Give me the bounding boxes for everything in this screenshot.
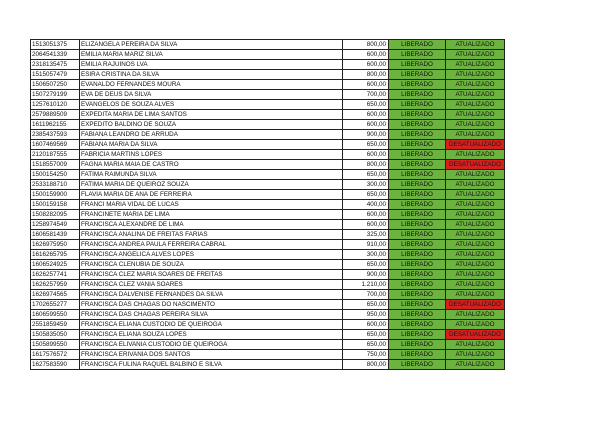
value-cell[interactable]: 900,00 <box>343 130 389 140</box>
table-row <box>31 320 505 330</box>
status-cell[interactable]: ATUALIZADO <box>446 310 505 320</box>
status-cell[interactable]: ATUALIZADO <box>446 360 505 370</box>
name-cell[interactable]: FRANCISCA ELIANA CUSTODIO DE QUEIROGA <box>80 320 343 330</box>
value-cell[interactable]: 300,00 <box>343 250 389 260</box>
table-row <box>31 360 505 370</box>
table-row <box>31 170 505 180</box>
value-cell[interactable]: 700,00 <box>343 90 389 100</box>
id-cell[interactable]: 1611962155 <box>31 120 80 130</box>
table-row <box>31 50 505 60</box>
value-cell[interactable]: 400,00 <box>343 200 389 210</box>
name-cell[interactable]: EMILIA MARIA MARIZ SILVA <box>80 50 343 60</box>
id-cell[interactable]: 1506507250 <box>31 80 80 90</box>
table-row <box>31 80 505 90</box>
liberado-cell[interactable]: LIBERADO <box>389 120 446 130</box>
name-cell[interactable]: FRANCISCA CLEZ VANIA SOARES <box>80 280 343 290</box>
value-cell[interactable]: 650,00 <box>343 170 389 180</box>
table-row <box>31 200 505 210</box>
status-cell[interactable]: ATUALIZADO <box>446 340 505 350</box>
name-cell[interactable]: FRANCISCA FULINA RAQUEL BALBINO E SILVA <box>80 360 343 370</box>
status-cell[interactable]: ATUALIZADO <box>446 180 505 190</box>
table-row <box>31 70 505 80</box>
status-cell[interactable]: ATUALIZADO <box>446 70 505 80</box>
value-cell[interactable]: 800,00 <box>343 360 389 370</box>
table-row <box>31 190 505 200</box>
liberado-cell[interactable]: LIBERADO <box>389 280 446 290</box>
liberado-cell[interactable]: LIBERADO <box>389 60 446 70</box>
table-row <box>31 180 505 190</box>
name-cell[interactable]: FRANCISCA DALVENISE FERNANDES DA SILVA <box>80 290 343 300</box>
spreadsheet-table <box>30 39 505 370</box>
id-cell[interactable]: 1258974549 <box>31 220 80 230</box>
status-cell[interactable]: ATUALIZADO <box>446 320 505 330</box>
id-cell[interactable]: 1607469569 <box>31 140 80 150</box>
id-cell[interactable]: 1606581439 <box>31 230 80 240</box>
value-cell[interactable]: 800,00 <box>343 70 389 80</box>
name-cell[interactable]: FATIMA MARIA DE QUEIROZ SOUZA <box>80 180 343 190</box>
id-cell[interactable]: 1513051375 <box>31 40 80 50</box>
name-cell[interactable]: FRANCI MARIA VIDAL DE LUCAS <box>80 200 343 210</box>
status-cell[interactable]: ATUALIZADO <box>446 60 505 70</box>
id-cell[interactable]: 1627583590 <box>31 360 80 370</box>
value-cell[interactable]: 325,00 <box>343 230 389 240</box>
id-cell[interactable]: 2579889509 <box>31 110 80 120</box>
name-cell[interactable]: FRANCISCA ERIVANIA DOS SANTOS <box>80 350 343 360</box>
liberado-cell[interactable]: LIBERADO <box>389 250 446 260</box>
id-cell[interactable]: 1500154250 <box>31 170 80 180</box>
value-cell[interactable]: 600,00 <box>343 60 389 70</box>
name-cell[interactable]: FRANCISCA DAS CHAGAS PEREIRA SILVA <box>80 310 343 320</box>
id-cell[interactable]: 1500159900 <box>31 190 80 200</box>
name-cell[interactable]: EVANALDO FERNANDES MOURA <box>80 80 343 90</box>
value-cell[interactable]: 650,00 <box>343 190 389 200</box>
status-cell[interactable]: ATUALIZADO <box>446 100 505 110</box>
value-cell[interactable]: 650,00 <box>343 330 389 340</box>
id-cell[interactable]: 1626975950 <box>31 240 80 250</box>
liberado-cell[interactable]: LIBERADO <box>389 130 446 140</box>
liberado-cell[interactable]: LIBERADO <box>389 270 446 280</box>
table-row <box>31 100 505 110</box>
status-cell[interactable]: ATUALIZADO <box>446 90 505 100</box>
liberado-cell[interactable]: LIBERADO <box>389 260 446 270</box>
value-cell[interactable]: 600,00 <box>343 220 389 230</box>
name-cell[interactable]: ELIZANGELA PEREIRA DA SILVA <box>80 40 343 50</box>
table-row <box>31 300 505 310</box>
id-cell[interactable]: 2385437593 <box>31 130 80 140</box>
status-cell[interactable]: ATUALIZADO <box>446 150 505 160</box>
name-cell[interactable]: FABIANA MARIA DA SILVA <box>80 140 343 150</box>
table-row <box>31 270 505 280</box>
status-cell[interactable]: DESATUALIZADO <box>446 140 505 150</box>
status-cell[interactable]: ATUALIZADO <box>446 260 505 270</box>
value-cell[interactable]: 750,00 <box>343 350 389 360</box>
name-cell[interactable]: FATIMA RAIMUNDA SILVA <box>80 170 343 180</box>
value-cell[interactable]: 650,00 <box>343 340 389 350</box>
id-cell[interactable]: 1505835050 <box>31 330 80 340</box>
liberado-cell[interactable]: LIBERADO <box>389 190 446 200</box>
name-cell[interactable]: FABIANA LEANDRO DE ARRUDA <box>80 130 343 140</box>
status-cell[interactable]: ATUALIZADO <box>446 40 505 50</box>
name-cell[interactable]: FABRICIA MARTINS LOPES <box>80 150 343 160</box>
id-cell[interactable]: 1257610120 <box>31 100 80 110</box>
value-cell[interactable]: 800,00 <box>343 160 389 170</box>
table-row <box>31 40 505 50</box>
table-row <box>31 260 505 270</box>
liberado-cell[interactable]: LIBERADO <box>389 50 446 60</box>
value-cell[interactable]: 700,00 <box>343 290 389 300</box>
status-cell[interactable]: ATUALIZADO <box>446 120 505 130</box>
id-cell[interactable]: 1606599550 <box>31 310 80 320</box>
name-cell[interactable]: FRANCISCA ANGELICA ALVES LOPES <box>80 250 343 260</box>
table-row <box>31 210 505 220</box>
status-cell[interactable]: ATUALIZADO <box>446 80 505 90</box>
name-cell[interactable]: FRANCISCA ELIVANIA CUSTODIO DE QUEIROGA <box>80 340 343 350</box>
table-row <box>31 220 505 230</box>
name-cell[interactable]: FRANCINETE MARIA DE LIMA <box>80 210 343 220</box>
name-cell[interactable]: EVA DE DEUS DA SILVA <box>80 90 343 100</box>
liberado-cell[interactable]: LIBERADO <box>389 160 446 170</box>
status-cell[interactable]: ATUALIZADO <box>446 280 505 290</box>
table-row <box>31 340 505 350</box>
value-cell[interactable]: 600,00 <box>343 110 389 120</box>
liberado-cell[interactable]: LIBERADO <box>389 360 446 370</box>
liberado-cell[interactable]: LIBERADO <box>389 40 446 50</box>
id-cell[interactable]: 1606524925 <box>31 260 80 270</box>
id-cell[interactable]: 1518557009 <box>31 160 80 170</box>
id-cell[interactable]: 1626257959 <box>31 280 80 290</box>
value-cell[interactable]: 1.210,00 <box>343 280 389 290</box>
status-cell[interactable]: ATUALIZADO <box>446 200 505 210</box>
value-cell[interactable]: 650,00 <box>343 100 389 110</box>
name-cell[interactable]: EXPEDITO BALDINO DE SOUZA <box>80 120 343 130</box>
name-cell[interactable]: FRANCISCA CLENUBIA DE SOUZA <box>80 260 343 270</box>
value-cell[interactable]: 910,00 <box>343 240 389 250</box>
name-cell[interactable]: FRANCISCA ANALINA DE FREITAS FARIAS <box>80 230 343 240</box>
liberado-cell[interactable]: LIBERADO <box>389 150 446 160</box>
liberado-cell[interactable]: LIBERADO <box>389 180 446 190</box>
value-cell[interactable]: 600,00 <box>343 80 389 90</box>
status-cell[interactable]: DESATUALIZADO <box>446 160 505 170</box>
status-cell[interactable]: ATUALIZADO <box>446 130 505 140</box>
value-cell[interactable]: 600,00 <box>343 120 389 130</box>
table-row <box>31 110 505 120</box>
table-row <box>31 120 505 130</box>
id-cell[interactable]: 2533188710 <box>31 180 80 190</box>
liberado-cell[interactable]: LIBERADO <box>389 200 446 210</box>
liberado-cell[interactable]: LIBERADO <box>389 210 446 220</box>
status-cell[interactable]: ATUALIZADO <box>446 170 505 180</box>
id-cell[interactable]: 1626974565 <box>31 290 80 300</box>
liberado-cell[interactable]: LIBERADO <box>389 320 446 330</box>
status-cell[interactable]: DESATUALIZADO <box>446 300 505 310</box>
name-cell[interactable]: FLAVIA MARIA DE ANA DE FERREIRA <box>80 190 343 200</box>
spreadsheet-body <box>31 40 505 370</box>
id-cell[interactable]: 1626257741 <box>31 270 80 280</box>
status-cell[interactable]: ATUALIZADO <box>446 190 505 200</box>
table-row <box>31 60 505 70</box>
status-cell[interactable]: ATUALIZADO <box>446 110 505 120</box>
id-cell[interactable]: 2551859459 <box>31 320 80 330</box>
name-cell[interactable]: FRANCISCA ANDREA PAULA FERREIRA CABRAL <box>80 240 343 250</box>
table-row <box>31 240 505 250</box>
id-cell[interactable]: 1616265795 <box>31 250 80 260</box>
table-row <box>31 330 505 340</box>
name-cell[interactable]: EXPEDITA MARIA DE LIMA SANTOS <box>80 110 343 120</box>
status-cell[interactable]: ATUALIZADO <box>446 270 505 280</box>
id-cell[interactable]: 1702655277 <box>31 300 80 310</box>
name-cell[interactable]: EVANGELOS DE SOUZA ALVES <box>80 100 343 110</box>
id-cell[interactable]: 2318135475 <box>31 60 80 70</box>
name-cell[interactable]: ESIRA CRISTINA DA SILVA <box>80 70 343 80</box>
name-cell[interactable]: EMILIA RAJUINOS LVA <box>80 60 343 70</box>
liberado-cell[interactable]: LIBERADO <box>389 100 446 110</box>
table-row <box>31 280 505 290</box>
value-cell[interactable]: 600,00 <box>343 50 389 60</box>
value-cell[interactable]: 950,00 <box>343 310 389 320</box>
value-cell[interactable]: 600,00 <box>343 210 389 220</box>
status-cell[interactable]: ATUALIZADO <box>446 240 505 250</box>
liberado-cell[interactable]: LIBERADO <box>389 70 446 80</box>
table-row <box>31 140 505 150</box>
name-cell[interactable]: FRANCISCA ELIANA SOUZA LOPES <box>80 330 343 340</box>
value-cell[interactable]: 300,00 <box>343 180 389 190</box>
id-cell[interactable]: 2120187555 <box>31 150 80 160</box>
table-row <box>31 150 505 160</box>
status-cell[interactable]: ATUALIZADO <box>446 350 505 360</box>
liberado-cell[interactable]: LIBERADO <box>389 140 446 150</box>
liberado-cell[interactable]: LIBERADO <box>389 220 446 230</box>
table-row <box>31 250 505 260</box>
id-cell[interactable]: 2064541339 <box>31 50 80 60</box>
id-cell[interactable]: 1505899550 <box>31 340 80 350</box>
table-row <box>31 160 505 170</box>
name-cell[interactable]: FRANCISCA CLEZ MARIA SOARES DE FREITAS <box>80 270 343 280</box>
liberado-cell[interactable]: LIBERADO <box>389 290 446 300</box>
value-cell[interactable]: 800,00 <box>343 40 389 50</box>
liberado-cell[interactable]: LIBERADO <box>389 230 446 240</box>
id-cell[interactable]: 1508282095 <box>31 210 80 220</box>
value-cell[interactable]: 600,00 <box>343 320 389 330</box>
id-cell[interactable]: 1617576572 <box>31 350 80 360</box>
value-cell[interactable]: 650,00 <box>343 140 389 150</box>
liberado-cell[interactable]: LIBERADO <box>389 350 446 360</box>
id-cell[interactable]: 1500159158 <box>31 200 80 210</box>
status-cell[interactable]: ATUALIZADO <box>446 290 505 300</box>
liberado-cell[interactable]: LIBERADO <box>389 310 446 320</box>
value-cell[interactable]: 900,00 <box>343 270 389 280</box>
table-row <box>31 90 505 100</box>
table-row <box>31 130 505 140</box>
table-row <box>31 350 505 360</box>
status-cell[interactable]: ATUALIZADO <box>446 230 505 240</box>
status-cell[interactable]: ATUALIZADO <box>446 220 505 230</box>
liberado-cell[interactable]: LIBERADO <box>389 340 446 350</box>
status-cell[interactable]: ATUALIZADO <box>446 250 505 260</box>
name-cell[interactable]: FRANCISCA ALEXANDRE DE LIMA <box>80 220 343 230</box>
value-cell[interactable]: 600,00 <box>343 150 389 160</box>
name-cell[interactable]: FAGNA MARIA MAIA DE CASTRO <box>80 160 343 170</box>
status-cell[interactable]: ATUALIZADO <box>446 50 505 60</box>
liberado-cell[interactable]: LIBERADO <box>389 170 446 180</box>
liberado-cell[interactable]: LIBERADO <box>389 90 446 100</box>
name-cell[interactable]: FRANCISCA DAS CHAGAS DO NASCIMENTO <box>80 300 343 310</box>
status-cell[interactable]: DESATUALIZADO <box>446 330 505 340</box>
id-cell[interactable]: 1515057479 <box>31 70 80 80</box>
liberado-cell[interactable]: LIBERADO <box>389 240 446 250</box>
value-cell[interactable]: 650,00 <box>343 300 389 310</box>
liberado-cell[interactable]: LIBERADO <box>389 300 446 310</box>
liberado-cell[interactable]: LIBERADO <box>389 80 446 90</box>
status-cell[interactable]: ATUALIZADO <box>446 210 505 220</box>
liberado-cell[interactable]: LIBERADO <box>389 330 446 340</box>
table-row <box>31 290 505 300</box>
liberado-cell[interactable]: LIBERADO <box>389 110 446 120</box>
id-cell[interactable]: 1507279199 <box>31 90 80 100</box>
value-cell[interactable]: 650,00 <box>343 260 389 270</box>
table-row <box>31 230 505 240</box>
table-row <box>31 310 505 320</box>
